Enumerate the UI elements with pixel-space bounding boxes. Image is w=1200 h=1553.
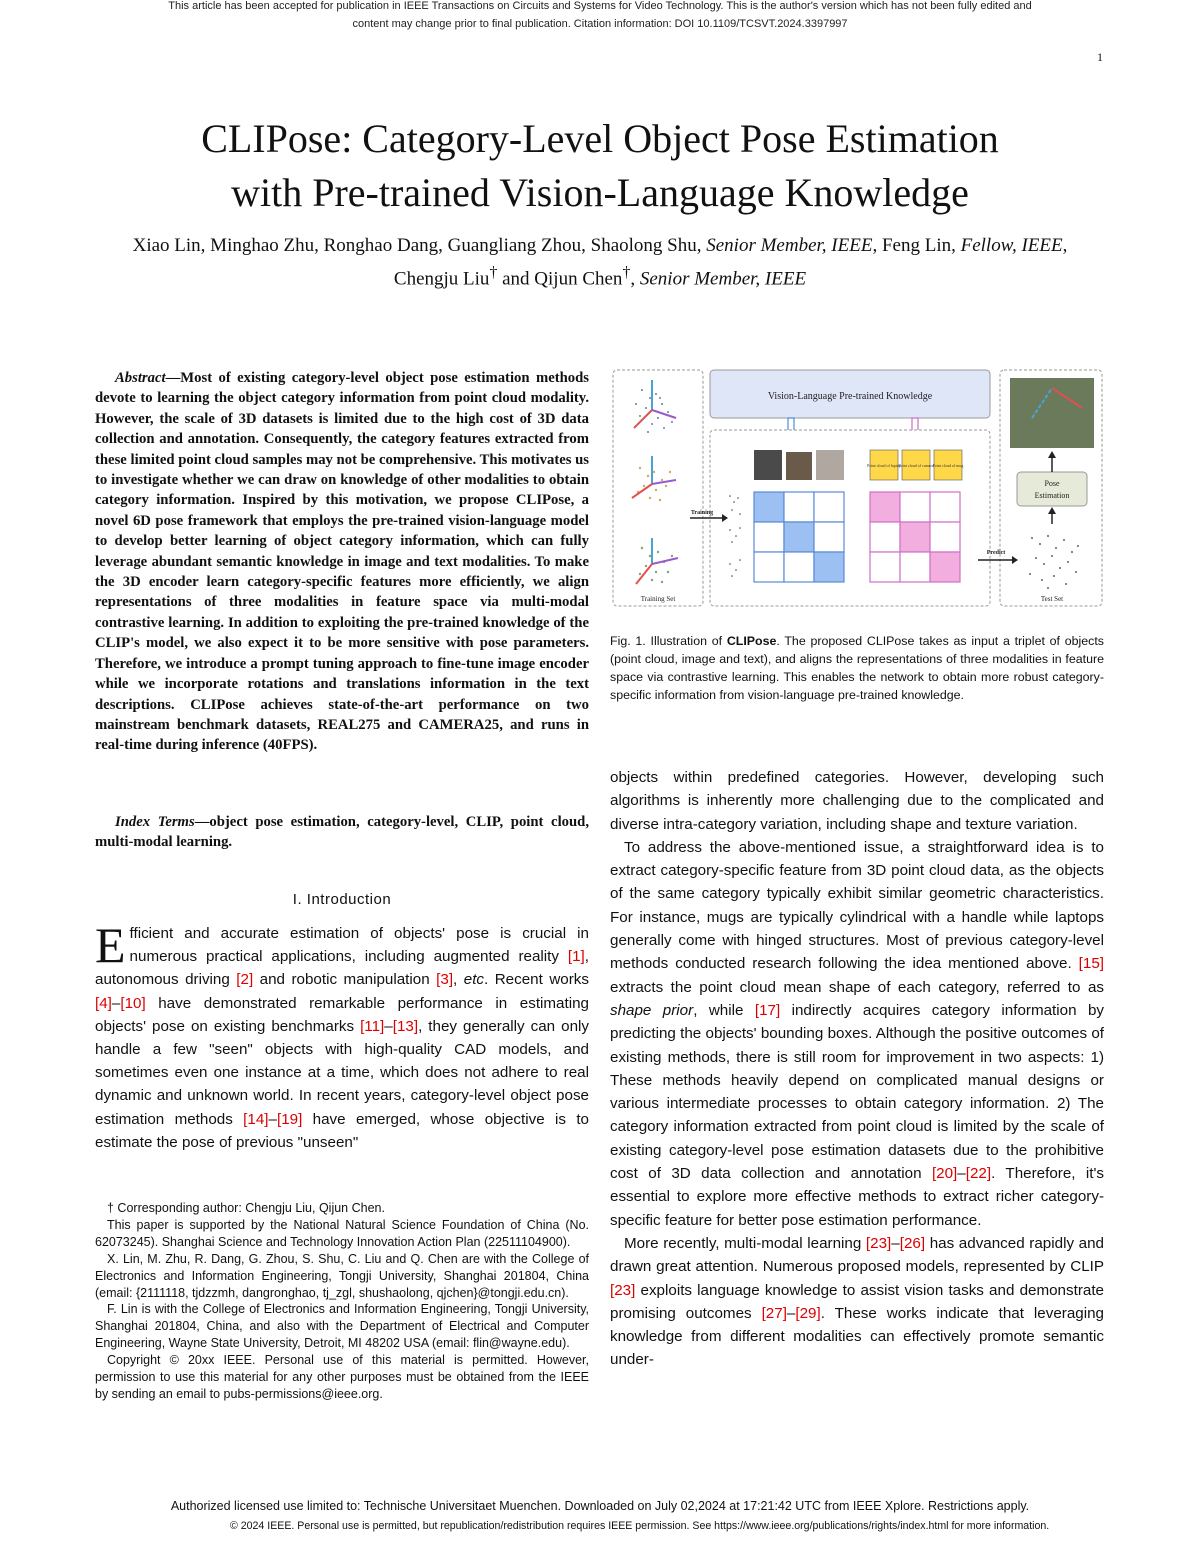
authors-fellow: Fellow, IEEE (960, 235, 1063, 256)
figure-1 (612, 368, 1104, 610)
citation-link[interactable]: [20] (931, 1165, 958, 1183)
caption-text: . The proposed CLIPose takes as input a triplet of objects (point cloud, image and text), and aligns the representations of three modalities in feature space via contrastive learning. This enables the network to obtain more robust category-specific information from vision-language pre-trained knowledge. (610, 634, 1104, 702)
citation-link[interactable]: [10] (120, 994, 146, 1012)
image-similarity-matrix (754, 492, 844, 582)
training-arrow-label: Training (690, 510, 714, 516)
intro-paragraph (95, 917, 589, 1154)
footnote-affiliation-2: F. Lin is with the College of Electronics and Information Engineering, Tongji University, Shanghai 201804, China, and also with the Department of Electrical and Computer Engineering, Wayne State University, Detroit, MI 48202 USA (email: flin@wayne.edu). (95, 1302, 589, 1351)
right-column-text (610, 766, 1104, 1372)
intro-text: have emerged, whose objective is to estimate the pose of previous "unseen" (95, 1110, 589, 1151)
index-terms-text: object pose estimation, category-level, CLIP, point cloud, multi-modal learning. (95, 814, 590, 851)
intro-text: – (268, 1110, 277, 1128)
pose-estimation-box (1017, 472, 1087, 506)
training-set-panel (613, 370, 703, 606)
dagger-2: † (622, 264, 631, 281)
right-text: – (891, 1234, 900, 1252)
dagger-1: † (489, 264, 498, 281)
right-text: . These works indicate that leveraging knowledge from different modalities can effectively promote semantic under- (610, 1304, 1104, 1369)
running-header-line-1: This article has been accepted for publication in IEEE Transactions on Circuits and Systems for Video Technology. This is the author's version which has not been fully edited and (168, 0, 1032, 12)
authors-part-4: and Qijun Chen (497, 268, 623, 290)
abstract-text: Most of existing category-level object pose estimation methods devote to learning the object category information from point cloud modality. However, the scale of 3D datasets is limited due to the high cost of 3D data collection and annotation. Consequently, the category features extracted from these limited point cloud samples may not be comprehensive. This motivates us to investigate whether we can draw on knowledge of other modalities to obtain category information. Inspired by this motivation, we propose CLIPose, a novel 6D pose framework that employs the pre-trained vision-language model to develop better learning of object category information, which can fully leverage abundant semantic knowledge in image and text modalities. To make the 3D encoder learn category-specific features more efficiently, we align representations of three modalities in feature space via multi-modal contrastive learning. In addition to exploiting the pre-trained knowledge of the CLIP's model, we also expect it to be more sensitive with pose parameters. Therefore, we introduce a prompt tuning approach to fine-tune image encoder while we incorporate rotations and translations information in the text descriptions. CLIPose achieves state-of-the-art performance on two mainstream benchmark datasets, REAL275 and CAMERA25, and runs in real-time during inference (40FPS). (95, 370, 589, 754)
authors-part-5: , (630, 268, 640, 290)
authors-member-1: Senior Member, IEEE (706, 235, 873, 256)
citation-link[interactable]: [17] (754, 1001, 781, 1019)
citation-link[interactable]: [26] (899, 1234, 926, 1252)
caption-lead: Illustration of (650, 634, 727, 648)
title-line-1: CLIPose: Category-Level Object Pose Estimation (201, 116, 999, 161)
intro-text: – (384, 1017, 393, 1035)
laptop-image (754, 450, 782, 480)
right-text: – (786, 1304, 796, 1322)
camera-image (786, 452, 812, 480)
title-line-2: with Pre-trained Vision-Language Knowledge (231, 170, 969, 215)
index-terms (95, 812, 589, 853)
citation-link[interactable]: [29] (795, 1304, 821, 1322)
right-paragraph-2 (610, 1232, 1104, 1372)
index-terms-label: Index Terms (115, 814, 195, 830)
right-paragraph-0: objects within predefined categories. However, developing such algorithms is inherently more challenging due to the complicated and diverse intra-category variation, including shape and texture variation. (610, 769, 1104, 833)
citation-link[interactable]: [27] (761, 1304, 787, 1322)
authors-part-2: , Feng Lin, (872, 235, 961, 256)
abstract-dash: — (165, 370, 181, 386)
right-text: extracts the point cloud mean shape of each category, referred to as (610, 978, 1104, 996)
citation-link[interactable]: [23] (610, 1281, 636, 1299)
citation-link[interactable]: [2] (236, 971, 254, 989)
right-text: indirectly acquires category information by predicting the objects' bounding boxes. Although the positive outcomes of existing methods, there is still room for improvement in two aspects: 1) These methods heavily depend on complicated manual designs or various intermediate processes to obtain category information. 2) The category information extracted from point cloud is limited by the scale of existing category-level pose estimation datasets due to the prohibitive cost of 3D data collection and annotation (610, 1001, 1104, 1183)
paper-title (60, 112, 1140, 220)
footnote-funding: This paper is supported by the National Natural Science Foundation of China (No. 62073245). Shanghai Science and Technology Innovation Action Plan (22511104900). (95, 1217, 589, 1249)
training-set-label: Training Set (640, 595, 676, 603)
right-text: . Therefore, it's essential to explore more effective methods to extract richer category-specific feature for better pose estimation performance. (610, 1165, 1104, 1229)
intro-etc: etc (463, 971, 485, 989)
authors-part-3: , Chengju Liu (393, 235, 1068, 290)
copyright-footer: © 2024 IEEE. Personal use is permitted, but republication/redistribution requires IEEE permission. See https://www.ieee.org/publications/rights/index.html for more information. (230, 1520, 1050, 1532)
citation-link[interactable]: [19] (276, 1110, 303, 1128)
footnotes (95, 1200, 589, 1403)
intro-text: have demonstrated remarkable performance in estimating objects' pose on existing benchmarks (95, 994, 589, 1035)
citation-link[interactable]: [4] (95, 994, 112, 1012)
caption-name: CLIPose (726, 634, 777, 648)
intro-text: – (111, 994, 121, 1012)
right-text: has advanced rapidly and drawn great attention. Numerous proposed models, represented by CLIP (610, 1234, 1105, 1276)
authors-part-1: Xiao Lin, Minghao Zhu, Ronghao Dang, Guangliang Zhou, Shaolong Shu, (132, 235, 707, 256)
abstract (95, 368, 589, 756)
authors-member-2: Senior Member, IEEE (639, 268, 807, 290)
intro-text: . Recent works (484, 971, 589, 989)
pose-label-1: Pose (1044, 479, 1060, 488)
abstract-label: Abstract (115, 370, 166, 386)
drop-cap: E (95, 917, 126, 973)
section-heading-introduction: I. Introduction (292, 891, 392, 908)
intro-text: , they generally can only handle a few "seen" objects with high-quality CAD models, and sometimes even one instance at a time, which does not adhere to real dynamic and unknown world. In recent years, category-level object pose estimation methods (95, 1017, 589, 1128)
intro-text: , autonomous driving (95, 948, 589, 989)
citation-link[interactable]: [11] (360, 1017, 385, 1035)
citation-link[interactable]: [15] (1078, 955, 1104, 973)
vl-knowledge-label: Vision-Language Pre-trained Knowledge (767, 391, 933, 402)
footnote-corresponding: † Corresponding author: Chengju Liu, Qijun Chen. (107, 1201, 385, 1215)
text-similarity-matrix (870, 492, 960, 582)
intro-text: and robotic manipulation (253, 971, 437, 989)
figure-caption (610, 632, 1104, 704)
right-text: More recently, multi-modal learning (624, 1234, 866, 1252)
running-header-line-2: content may change prior to final publication. Citation information: DOI 10.1109/TCSVT.2024.3397997 (352, 18, 848, 30)
footnote-copyright: Copyright © 20xx IEEE. Personal use of this material is permitted. However, permission to use this material for any other purposes must be obtained from the IEEE by sending an email to pubs-permissions@ieee.org. (95, 1353, 589, 1401)
shape-prior-term: shape prior (610, 1001, 694, 1019)
page-number: 1 (1097, 50, 1103, 64)
mug-image (816, 450, 844, 480)
text-box-2-label: Point cloud of camera (898, 463, 934, 468)
citation-link[interactable]: [22] (965, 1165, 992, 1183)
citation-link[interactable]: [3] (436, 971, 454, 989)
pose-label-2: Estimation (1034, 491, 1070, 500)
right-text: , while (693, 1001, 755, 1019)
index-terms-dash: — (194, 814, 210, 830)
citation-link[interactable]: [14] (243, 1110, 269, 1128)
author-list (130, 232, 1070, 292)
footnote-affiliation-1: X. Lin, M. Zhu, R. Dang, G. Zhou, S. Shu, C. Liu and Q. Chen are with the College of Electronics and Information Engineering, Tongji University, Shanghai 201804, China (email: {2111118, tjdzzmh, dangronghao, tj_zgl, shushaolong, qjchen}@tongji.edu.cn). (95, 1251, 589, 1300)
intro-text: fficient and accurate estimation of objects' pose is crucial in numerous practical applications, including augmented reality (129, 925, 589, 966)
intro-text: , (453, 971, 464, 989)
text-box-3-label: Point cloud of mug (932, 463, 964, 468)
right-paragraph-1 (610, 836, 1104, 1232)
license-footer: Authorized licensed use limited to: Technische Universitaet Muenchen. Downloaded on July 02,2024 at 17:21:42 UTC from IEEE Xplore. Restrictions apply. (170, 1499, 1030, 1513)
text-box-1-label: Point cloud of laptop (867, 463, 901, 468)
test-set-label: Test Set (1040, 595, 1064, 603)
citation-link[interactable]: [1] (567, 948, 585, 966)
citation-link[interactable]: [23] (865, 1234, 892, 1252)
caption-label: Fig. 1. (610, 634, 646, 648)
right-text: To address the above-mentioned issue, a straightforward idea is to extract category-specific feature from 3D point cloud data, as the objects of the same category typically exhibit similar geometric characteristics. For instance, mugs are typically cylindrical with a handle while laptops generally come with hinged structures. Most of previous category-level methods conducted research following the idea mentioned above. (610, 838, 1104, 973)
right-text: exploits language knowledge to assist vision tasks and demonstrate promising outcomes (610, 1281, 1104, 1322)
right-text: – (957, 1165, 966, 1183)
citation-link[interactable]: [13] (392, 1017, 419, 1035)
predict-label: Predict (986, 550, 1006, 556)
